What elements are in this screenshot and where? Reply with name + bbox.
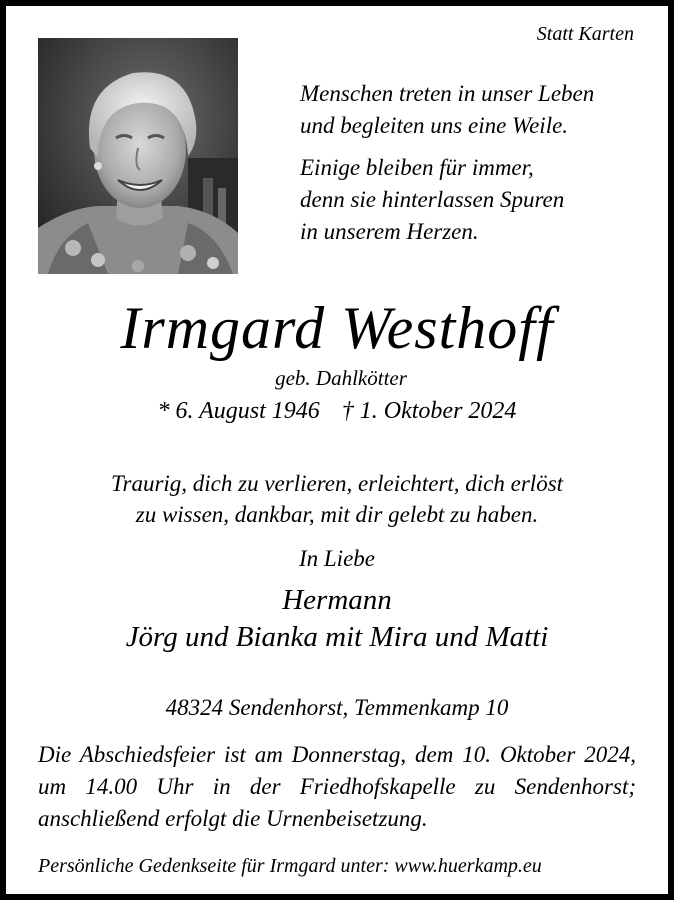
- poem-stanza-2: [300, 152, 564, 248]
- poem-stanza-1: [300, 78, 594, 142]
- maiden-name: geb. Dahlkötter: [275, 366, 407, 390]
- verse-line: zu wissen, dankbar, mit dir gelebt zu haben.: [135, 502, 539, 527]
- poem-line: denn sie hinterlassen Spuren: [300, 187, 565, 212]
- funeral-notice: Die Abschiedsfeier ist am Donnerstag, dem 10. Oktober 2024, um 14.00 Uhr in der Friedhofskapelle zu Sendenhorst; anschließend erfolgt die Urnenbeisetzung.: [38, 742, 636, 831]
- memorial-verse: [6, 468, 668, 530]
- mourners-names: [6, 582, 668, 656]
- poem-line: und begleiten uns eine Weile.: [300, 113, 569, 138]
- poem-line: Menschen treten in unser Leben: [300, 81, 595, 106]
- statt-karten-label: Statt Karten: [536, 23, 634, 45]
- mourner-name: Jörg und Bianka mit Mira und Matti: [125, 621, 549, 653]
- mourners-intro: In Liebe: [298, 546, 375, 571]
- mourner-name: Hermann: [282, 584, 392, 616]
- family-address: 48324 Sendenhorst, Temmenkamp 10: [165, 695, 509, 720]
- poem-line: in unserem Herzen.: [300, 219, 479, 244]
- poem-line: Einige bleiben für immer,: [300, 155, 534, 180]
- deceased-name: Irmgard Westhoff: [120, 295, 554, 361]
- memorial-page-link[interactable]: Persönliche Gedenkseite für Irmgard unter: www.huerkamp.eu: [38, 855, 542, 877]
- birth-date: * 6. August 1946: [157, 398, 320, 424]
- portrait-image: [38, 38, 238, 274]
- verse-line: Traurig, dich zu verlieren, erleichtert, dich erlöst: [110, 471, 564, 496]
- life-dates: [6, 395, 668, 427]
- portrait-photo: [38, 38, 238, 274]
- death-date: † 1. Oktober 2024: [341, 398, 517, 424]
